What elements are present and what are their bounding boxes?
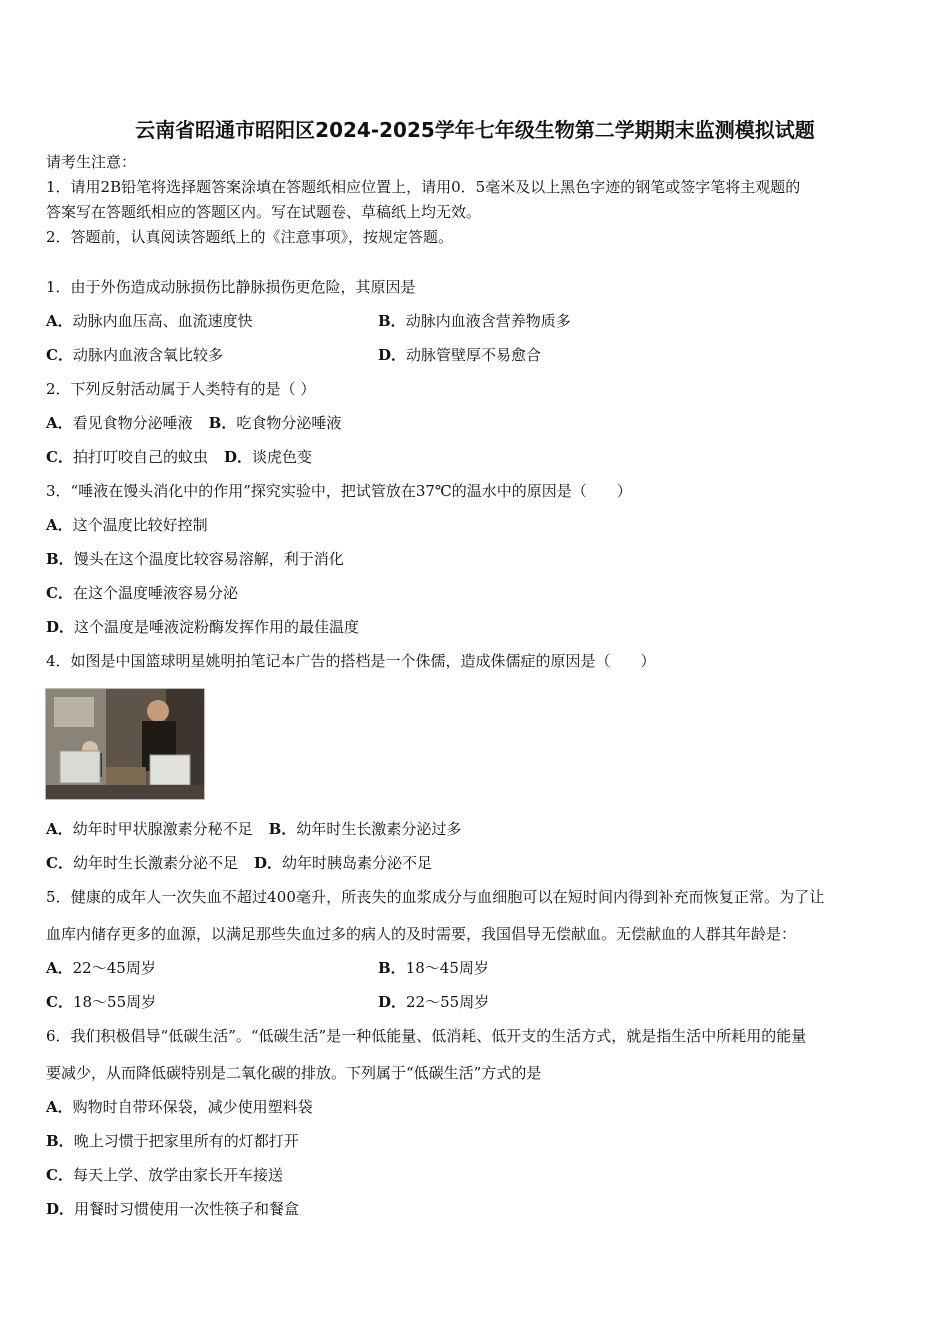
option-label: B． [46, 550, 74, 568]
option-label: D． [253, 854, 282, 872]
option-label: A． [46, 516, 73, 534]
option-label: A． [46, 414, 73, 432]
question-1-option-a [46, 311, 253, 331]
option-text: 18～45周岁 [405, 959, 489, 977]
question-4-options-ab [46, 819, 461, 839]
question-6-option-d [46, 1199, 299, 1219]
option-label: D． [223, 448, 252, 466]
question-5-stem: 5．健康的成年人一次失血不超过400毫升，所丧失的血浆成分与血细胞可以在短时间内得到补充而恢复正常。为了让 [46, 888, 825, 906]
option-label: A． [46, 1098, 73, 1116]
question-6-stem: 6．我们积极倡导“低碳生活”。“低碳生活”是一种低能量、低消耗、低开支的生活方式，就是指生活中所耗用的能量 [46, 1027, 807, 1045]
option-text: 动脉内血液含氧比较多 [72, 346, 223, 364]
option-text: 谈虎色变 [251, 448, 312, 466]
question-2-options-cd [46, 447, 312, 467]
notice-heading: 请考生注意： [46, 153, 137, 171]
option-text: 用餐时习惯使用一次性筷子和餐盒 [74, 1200, 300, 1218]
question-6-option-b [46, 1131, 299, 1151]
question-3-option-c [46, 583, 238, 603]
option-text: 动脉管壁厚不易愈合 [406, 346, 542, 364]
question-4-options-cd [46, 853, 432, 873]
option-label: C． [46, 584, 73, 602]
question-3-option-a [46, 515, 208, 535]
option-label: B． [208, 414, 237, 432]
option-text: 22～55周岁 [406, 993, 490, 1011]
question-6-stem-cont: 要减少，从而降低碳特别是二氧化碳的排放。下列属于“低碳生活”方式的是 [46, 1064, 542, 1082]
notice-item-1-cont: 答案写在答题纸相应的答题区内。写在试题卷、草稿纸上均无效。 [46, 203, 482, 221]
option-label: B． [268, 820, 297, 838]
notice-item-1: 1．请用2B铅笔将选择题答案涂填在答题纸相应位置上，请用0．5毫米及以上黑色字迹的钢笔或签字笔将主观题的 [46, 178, 801, 196]
option-text: 晚上习惯于把家里所有的灯都打开 [73, 1132, 299, 1150]
question-2-options-ab [46, 413, 341, 433]
option-label: C． [46, 346, 73, 364]
question-1-option-c [46, 345, 223, 365]
option-label: A． [46, 312, 73, 330]
question-4-photo [45, 688, 205, 800]
question-5-option-d [378, 992, 489, 1012]
page-title: 云南省昭通市昭阳区2024-2025学年七年级生物第二学期期末监测模拟试题 [135, 118, 815, 142]
option-label: C． [46, 448, 73, 466]
option-text: 22～45周岁 [72, 959, 156, 977]
option-label: B． [378, 959, 406, 977]
option-label: D． [378, 993, 407, 1011]
option-text: 购物时自带环保袋，减少使用塑料袋 [72, 1098, 313, 1116]
option-text: 动脉内血液含营养物质多 [405, 312, 571, 330]
option-text: 幼年时胰岛素分泌不足 [281, 854, 432, 872]
question-1-option-b [378, 311, 571, 331]
question-6-option-a [46, 1097, 313, 1117]
option-text: 这个温度比较好控制 [72, 516, 208, 534]
option-label: D． [378, 346, 407, 364]
option-text: 这个温度是唾液淀粉酶发挥作用的最佳温度 [74, 618, 360, 636]
option-label: A． [46, 820, 73, 838]
option-label: B． [46, 1132, 74, 1150]
question-5-option-a [46, 958, 156, 978]
option-text: 幼年时生长激素分泌过多 [296, 820, 462, 838]
question-3-stem: 3．“唾液在馒头消化中的作用”探究实验中，把试管放在37℃的温水中的原因是（ ） [46, 482, 632, 500]
option-label: B． [378, 312, 406, 330]
question-1-stem: 1．由于外伤造成动脉损伤比静脉损伤更危险，其原因是 [46, 278, 416, 296]
question-5-option-b [378, 958, 489, 978]
option-text: 18～55周岁 [72, 993, 157, 1011]
question-4-stem: 4．如图是中国篮球明星姚明拍笔记本广告的搭档是一个侏儒，造成侏儒症的原因是（ ） [46, 652, 656, 670]
option-text: 拍打叮咬自己的蚊虫 [72, 448, 208, 466]
option-label: C． [46, 854, 73, 872]
question-3-option-d [46, 617, 359, 637]
question-3-option-b [46, 549, 344, 569]
option-label: A． [46, 959, 73, 977]
question-6-option-c [46, 1165, 283, 1185]
question-5-option-c [46, 992, 156, 1012]
option-text: 每天上学、放学由家长开车接送 [72, 1166, 283, 1184]
question-2-stem: 2．下列反射活动属于人类特有的是（ ） [46, 380, 316, 398]
option-label: C． [46, 993, 73, 1011]
question-5-stem-cont: 血库内储存更多的血源，以满足那些失血过多的病人的及时需要，我国倡导无偿献血。无偿献血的人群其年龄是： [46, 925, 797, 943]
option-text: 动脉内血压高、血流速度快 [72, 312, 253, 330]
option-text: 幼年时甲状腺激素分秘不足 [72, 820, 253, 838]
question-1-option-d [378, 345, 541, 365]
notice-item-2: 2．答题前，认真阅读答题纸上的《注意事项》，按规定答题。 [46, 228, 454, 246]
option-text: 看见食物分泌唾液 [72, 414, 193, 432]
option-text: 在这个温度唾液容易分泌 [72, 584, 238, 602]
option-label: C． [46, 1166, 73, 1184]
option-text: 吃食物分泌唾液 [236, 414, 342, 432]
option-label: D． [46, 618, 75, 636]
option-text: 幼年时生长激素分泌不足 [72, 854, 238, 872]
option-label: D． [46, 1200, 75, 1218]
option-text: 馒头在这个温度比较容易溶解，利于消化 [73, 550, 344, 568]
